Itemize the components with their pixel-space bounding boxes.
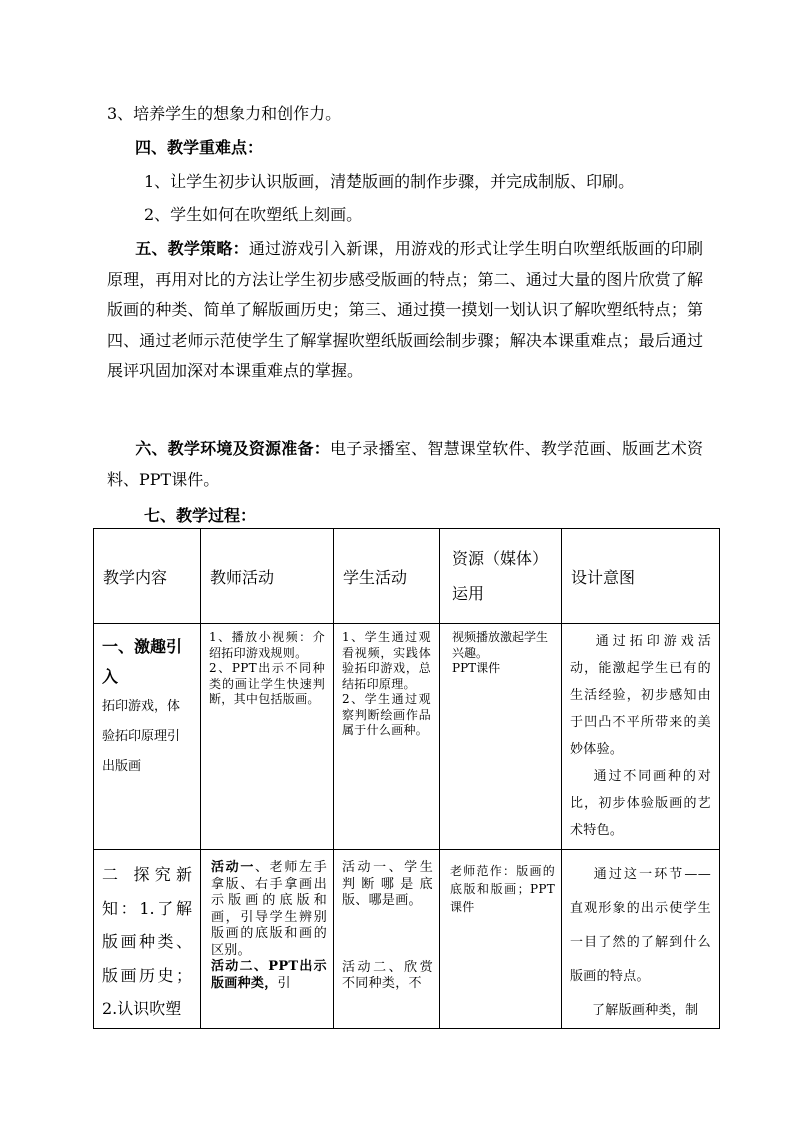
objective-item-3: 3、培养学生的想象力和创作力。	[107, 104, 342, 123]
header-design: 设计意图	[562, 529, 720, 624]
strategy-body: 通过游戏引入新课，用游戏的形式让学生明白吹塑纸版画的印刷原理，再用对比的方法让学生初步感受版画的特点；第二、通过大量的图片欣赏了解版画的种类、简单了解版画历史；第三、通过摸一摸划一划认识了解吹塑纸特点；第四、通过老师示范使学生了解掌握吹塑纸版画绘制步骤；解决本课重难点；最后通过展评巩固加深对本课重难点的掌握。	[107, 239, 703, 381]
strategy-paragraph	[107, 234, 703, 387]
row2-design-text	[562, 850, 719, 1028]
header-resource: 资源（媒体）运用	[440, 529, 562, 624]
row1-student-cell	[334, 624, 440, 850]
row1-resource-cell	[440, 624, 562, 850]
row1-content-cell	[94, 624, 201, 850]
row1-resource-text: 视频播放激起学生兴趣。 PPT课件	[452, 630, 549, 675]
header-content: 教学内容	[94, 529, 201, 624]
row1-design-p2: 通过不同画种的对比，初步体验版画的艺术特色。	[570, 769, 711, 838]
row1-teacher-cell	[201, 624, 334, 850]
environment-paragraph	[107, 434, 703, 495]
row2-teacher-text-1: 、老师左手拿版、右手拿画出示版画的底版和画，引导学生辨别版画的底版和画的区别。	[211, 860, 327, 958]
row1-design-p1: 通过拓印游戏活动，能激起学生已有的生活经验，初步感知由于凹凸不平所带来的美妙体验。	[570, 634, 711, 757]
row2-student-text	[334, 850, 439, 993]
table-row	[94, 624, 720, 850]
row1-content-sub: 拓印游戏，体验拓印原理引出版画	[102, 699, 181, 774]
key-points-heading: 四、教学重难点：	[135, 138, 264, 157]
process-heading: 七、教学过程：	[144, 506, 257, 525]
row2-content-text: 二 探究新知：1.了解版画种类、版画历史；2.认识吹塑	[102, 865, 192, 1018]
strategy-heading: 五、教学策略：	[135, 239, 249, 258]
row1-teacher-text: 1、播放小视频：介绍拓印游戏规则。 2、PPT出示不同种类的画让学生快速判断，其中包括版画。	[209, 630, 325, 706]
key-point-item-2: 2、学生如何在吹塑纸上刻画。	[144, 205, 363, 224]
row2-student-p1: 活动一、学生判断哪是底版、哪是画。	[342, 860, 433, 908]
row2-teacher-bold-1: 活动一	[211, 860, 256, 875]
row2-resource-text: 老师范作：版画的底版和版画；PPT课件	[450, 864, 555, 914]
row1-design-text	[562, 624, 719, 844]
row1-content-title: 一、激趣引入	[102, 637, 183, 686]
environment-heading: 六、教学环境及资源准备：	[135, 439, 330, 458]
row1-student-text: 1、学生通过观看视频，实践体验拓印游戏，总结拓印原理。 2、学生通过观察判断绘画作品属于什么画种。	[342, 630, 431, 737]
table-header-row	[94, 529, 720, 624]
row2-student-p2: 活动二、欣赏不同种类，不	[342, 959, 433, 991]
table-row	[94, 850, 720, 1029]
header-teacher: 教师活动	[201, 529, 334, 624]
key-point-item-1: 1、让学生初步认识版画，清楚版画的制作步骤，并完成制版、印刷。	[144, 172, 635, 191]
row2-teacher-bold-2: 活动二、PPT出示版画种类，	[211, 959, 327, 991]
row2-teacher-text	[201, 850, 333, 992]
row1-design-cell	[562, 624, 720, 850]
teaching-process-table	[93, 528, 720, 1029]
row2-design-p1: 通过这一环节——直观形象的出示使学生一目了然的了解到什么版画的特点。	[570, 867, 711, 984]
row2-content-cell	[94, 850, 201, 1029]
row2-design-p2: 了解版画种类，制	[592, 1003, 699, 1018]
row2-design-cell	[562, 850, 720, 1029]
environment-body: 电子录播室、智慧课堂软件、教学范画、版画艺术资料、PPT课件。	[107, 439, 703, 489]
row2-teacher-text-2: 引	[277, 975, 291, 991]
row2-teacher-cell	[201, 850, 334, 1029]
row2-resource-cell	[440, 850, 562, 1029]
row2-student-cell	[334, 850, 440, 1029]
header-student: 学生活动	[334, 529, 440, 624]
